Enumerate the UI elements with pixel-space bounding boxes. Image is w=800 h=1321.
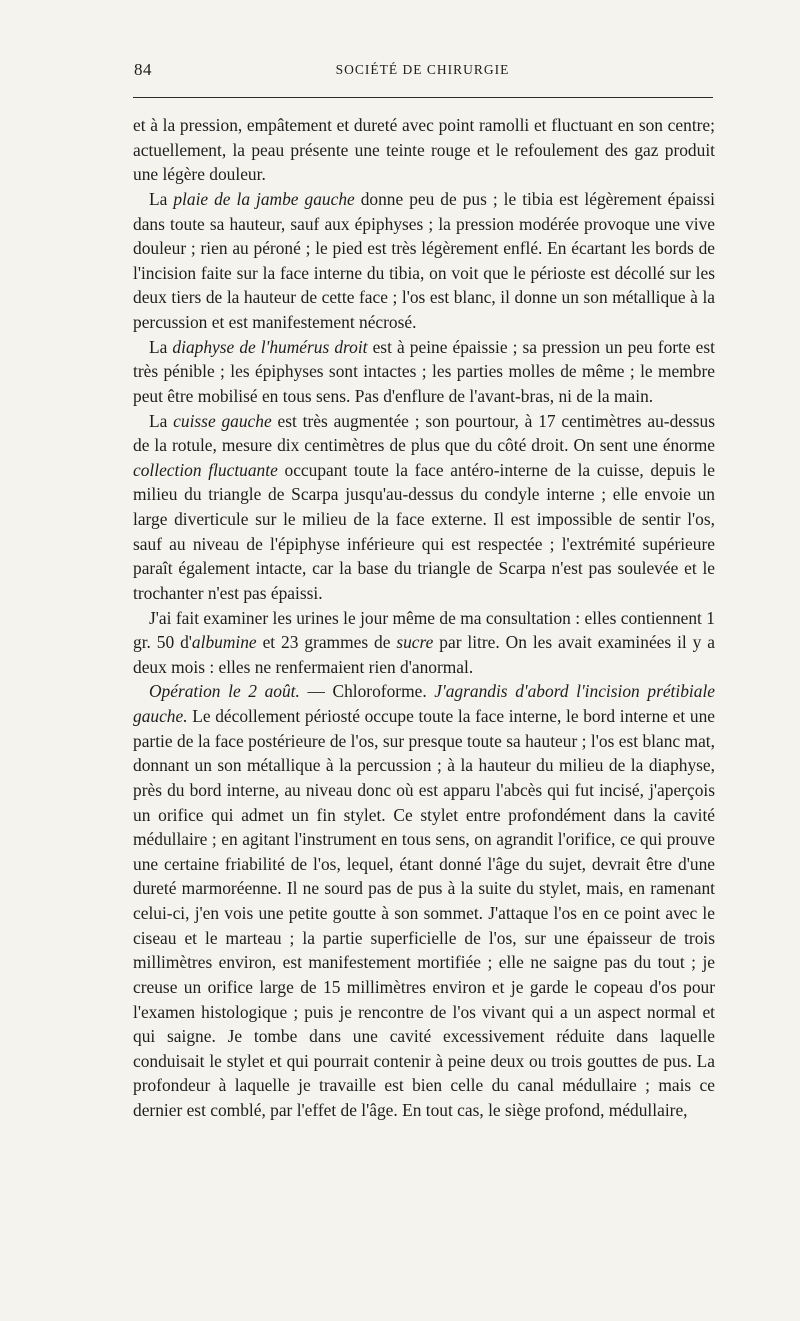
italic-text: sucre (396, 632, 434, 653)
body-text (133, 113, 715, 1123)
italic-text: albumine (191, 632, 257, 653)
italic-text: diaphyse de l'humérus droit (172, 336, 368, 357)
text-run: Le décollement périosté occupe toute la face interne, le bord interne et une partie de la face postérieure de l'os, sur presque toute sa hauteur ; l'os est blanc mat, donnant un son métallique à la percussion ; à la hauteur du milieu de la diaphyse, près du bord interne, au niveau donc où est apparu l'abcès qui fut incisé, j'aperçois un orifice qui admet un fin stylet. Ce stylet entre profondément dans la cavité médullaire ; en agitant l'instrument en tous sens, on agrandit l'orifice, ce qui prouve une certaine friabilité de l'os, lequel, étant donné l'âge du sujet, devrait être d'une dureté marmoréenne. Il ne sourd pas de pus à la suite du stylet, mais, en ramenant celui-ci, j'en vois une petite goutte à son sommet. J'attaque l'os en ce point avec le ciseau et le marteau ; la partie superficielle de l'os, sur une épaisseur de trois millimètres environ, est manifestement mortifiée ; elle ne saigne pas du tout ; je creuse un orifice large de 15 millimètres environ et je garde le copeau d'os pour l'examen histologique ; puis je rencontre de l'os vivant qui a un aspect normal et qui saigne. Je tombe dans une cavité excessivement réduite dans laquelle conduisait le stylet et qui pourrait contenir à peine deux ou trois gouttes de pus. La profondeur à laquelle je travaille est bien celle du canal médullaire ; mais ce dernier est comblé, par l'effet de l'âge. En tout cas, le siège profond, médullaire, (133, 706, 715, 1120)
text-run: La (149, 410, 174, 431)
text-run: est à peine épaissie ; sa pression un peu forte est très pénible ; les épiphyses sont intactes ; les parties molles de même ; le membre peut être mobilisé en tous sens. Pas d'enflure de l'avant-bras, ni de la main. (133, 336, 716, 406)
page-number: 84 (134, 60, 152, 79)
paragraph-5 (133, 606, 715, 680)
italic-text: J'agrandis d'abord l'incision prétibiale gauche. (133, 681, 715, 726)
italic-text: collection fluctuante (133, 459, 278, 480)
paragraph-3 (133, 335, 715, 409)
text-run: J'ai fait examiner les urines le jour même de ma consultation : elles contiennent 1 gr. 50 d' (133, 607, 715, 653)
paragraph-6 (133, 679, 715, 1122)
text-run: et 23 grammes de (256, 632, 397, 653)
text-run: est très augmentée ; son pourtour, à 17 centimètres au-dessus de la rotule, mesure dix centimètres de plus que du côté droit. On sent une énorme (133, 410, 715, 456)
paragraph-2 (133, 187, 715, 335)
text-run: occupant toute la face antéro-interne de la cuisse, depuis le milieu du triangle de Scarpa jusqu'au-dessus du condyle interne ; elle envoie un large diverticule sur le milieu de la face externe. Il est impossible de sentir l'os, sauf au niveau de l'épiphyse inférieure qui est respectée ; l'extrémité supérieure paraît également intacte, car la base du triangle de Scarpa n'est pas soulevée et le trochanter n'est pas épaissi. (133, 459, 716, 603)
italic-text: Opération le 2 août. (149, 681, 300, 702)
text-run: et à la pression, empâtement et dureté avec point ramolli et fluctuant en son centre; actuellement, la peau présente une teinte rouge et le refoulement des gaz produit une légère douleur. (133, 115, 715, 185)
paragraph-4 (133, 409, 715, 606)
text-run: par litre. On les avait examinées il y a deux mois : elles ne renfermaient rien d'anormal. (133, 632, 715, 677)
header-rule (133, 97, 713, 98)
paragraph-1 (133, 113, 715, 187)
running-header (130, 60, 715, 84)
italic-text: cuisse gauche (173, 410, 272, 431)
text-run: donne peu de pus ; le tibia est légèrement épaissi dans toute sa hauteur, sauf aux épiphyses ; la pression modérée provoque une vive douleur ; rien au péroné ; le pied est très légèrement enflé. En écartant les bords de l'incision faite sur la face interne du tibia, on voit que le périoste est décollé sur les deux tiers de la hauteur de cette face ; l'os est blanc, il donne un son métallique à la percussion et est manifestement nécrosé. (133, 188, 715, 332)
text-run: — Chloroforme. (299, 681, 435, 702)
text-run: La (149, 188, 174, 209)
running-title: SOCIÉTÉ DE CHIRURGIE (335, 62, 510, 77)
italic-text: plaie de la jambe gauche (173, 188, 355, 209)
text-run: La (149, 336, 173, 357)
